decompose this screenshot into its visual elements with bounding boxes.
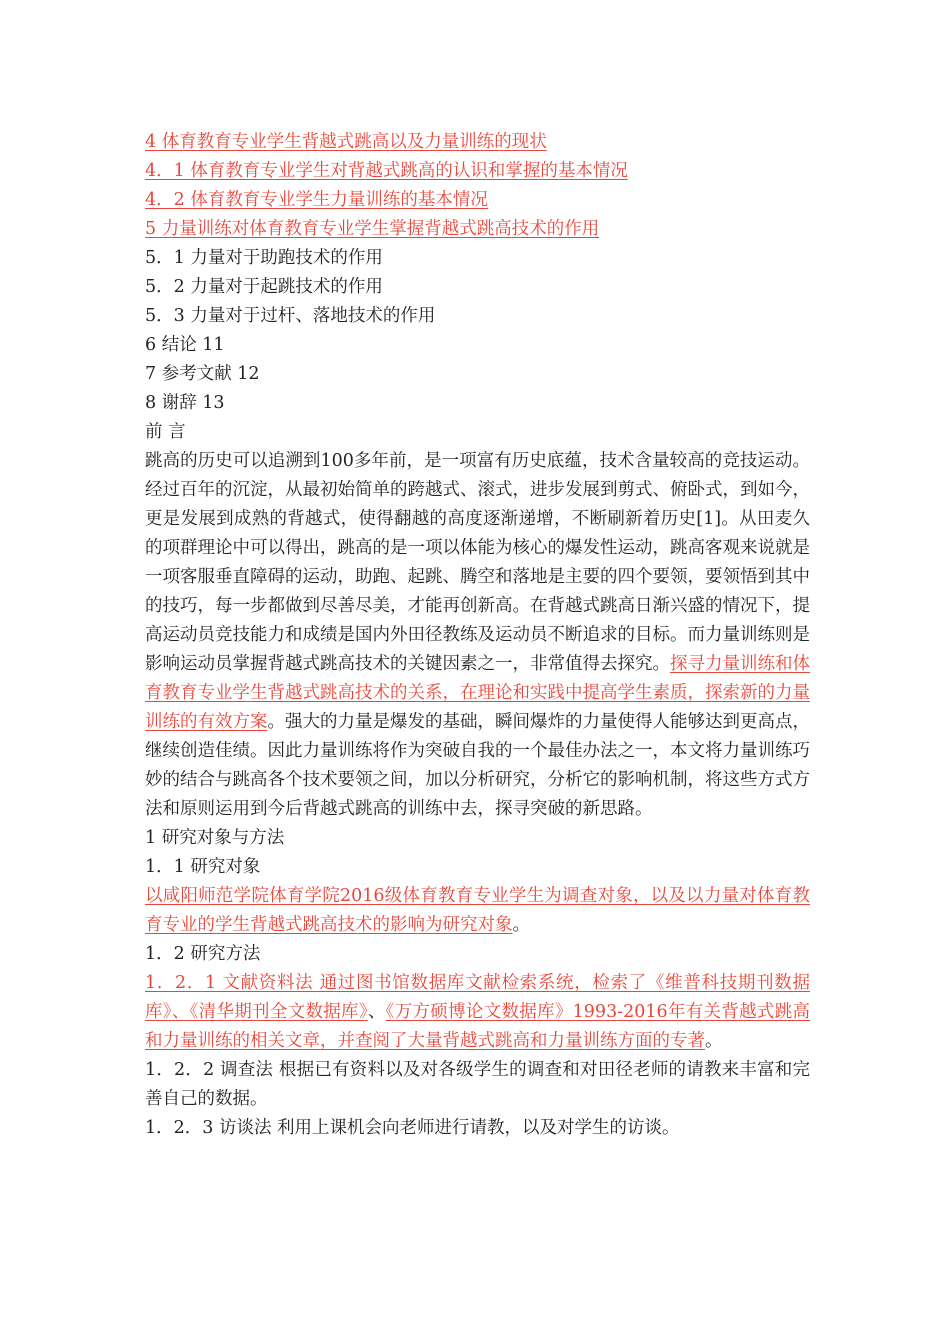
preface-text: 跳高的历史可以追溯到100多年前，是一项富有历史底蕴，技术含量较高的竞技运动。经过百年的沉淀，从最初始简单的跨越式、滚式，进步发展到剪式、俯卧式，到如今，更是发展到成熟的背越式，使得翻越的高度逐渐递增，不断刷新着历史[1]。从田麦久的项群理论中可以得出，跳高的是一项以体能为核心的爆发性运动，跳高客观来说就是一项客服垂直障碍的运动，助跑、起跳、腾空和落地是主要的四个要领，要领悟到其中的技巧，每一步都做到尽善尽美，才能再创新高。在背越式跳高日渐兴盛的情况下，提高运动员竞技能力和成绩是国内外田径教练及运动员不断追求的目标。而力量训练则是影响运动员掌握背越式跳高技术的关键因素之一，非常值得去探究。 [145, 451, 810, 674]
method-literature-sep: 、 [367, 1002, 386, 1022]
method-literature-paragraph [145, 969, 810, 1056]
toc-entry-8: 8 谢辞 13 [145, 393, 225, 413]
research-object-highlight: 以咸阳师范学院体育学院2016级体育教育专业学生为调查对象，以及以力量对体育教育专业的学生背越式跳高技术的影响为研究对象 [145, 886, 810, 935]
method-literature-tail: 。 [705, 1031, 723, 1051]
toc-entry-5-2: 5．2 力量对于起跳技术的作用 [145, 277, 383, 297]
preface-paragraph [145, 447, 810, 824]
preface-highlight: 探寻力量训练和体育教育专业学生背越式跳高技术的关系，在理论和实践中提高学生素质，探索新的力量训练的有效方案 [145, 654, 810, 732]
method-interview-paragraph: 1．2．3 访谈法 利用上课机会向老师进行请教，以及对学生的访谈。 [145, 1118, 680, 1138]
toc-entry-5-3: 5．3 力量对于过杆、落地技术的作用 [145, 306, 436, 326]
toc-entry-5[interactable] [145, 215, 810, 244]
toc-link[interactable]: 5 力量训练对体育教育专业学生掌握背越式跳高技术的作用 [145, 219, 600, 239]
document-page [145, 128, 810, 1143]
method-literature-highlight: 1．2．1 文献资料法 通过图书馆数据库文献检索系统，检索了《维普科技期刊数据库》、《清华期刊全文数据库》 [145, 973, 810, 1022]
toc-entry-5-1: 5．1 力量对于助跑技术的作用 [145, 248, 383, 268]
toc-entry-4-2[interactable] [145, 186, 810, 215]
method-survey-paragraph: 1．2．2 调查法 根据已有资料以及对各级学生的调查和对田径老师的请教来丰富和完善自己的数据。 [145, 1060, 810, 1109]
toc-link[interactable]: 4 体育教育专业学生背越式跳高以及力量训练的现状 [145, 132, 547, 152]
toc-entry-7: 7 参考文献 12 [145, 364, 260, 384]
toc-entry-4-1[interactable] [145, 157, 810, 186]
toc-entry-4[interactable] [145, 128, 810, 157]
toc-link[interactable]: 4．1 体育教育专业学生对背越式跳高的认识和掌握的基本情况 [145, 161, 628, 181]
section1-1-heading: 1．1 研究对象 [145, 857, 261, 877]
section1-1-paragraph [145, 882, 810, 940]
research-object-tail: 。 [512, 915, 530, 935]
toc-entry-6: 6 结论 11 [145, 335, 225, 355]
method-literature-highlight-2: 《万方硕博论文数据库》1993-2016年有关背越式跳高和力量训练的相关文章，并查阅了大量背越式跳高和力量训练方面的专著 [145, 1002, 811, 1051]
preface-heading: 前 言 [145, 422, 186, 442]
preface-text-tail: 。强大的力量是爆发的基础，瞬间爆炸的力量使得人能够达到更高点，继续创造佳绩。因此力量训练将作为突破自我的一个最佳办法之一，本文将力量训练巧妙的结合与跳高各个技术要领之间，加以分析研究，分析它的影响机制，将这些方式方法和原则运用到今后背越式跳高的训练中去，探寻突破的新思路。 [145, 712, 810, 819]
section1-heading: 1 研究对象与方法 [145, 828, 285, 848]
toc-link[interactable]: 4．2 体育教育专业学生力量训练的基本情况 [145, 190, 488, 210]
section1-2-heading: 1．2 研究方法 [145, 944, 261, 964]
